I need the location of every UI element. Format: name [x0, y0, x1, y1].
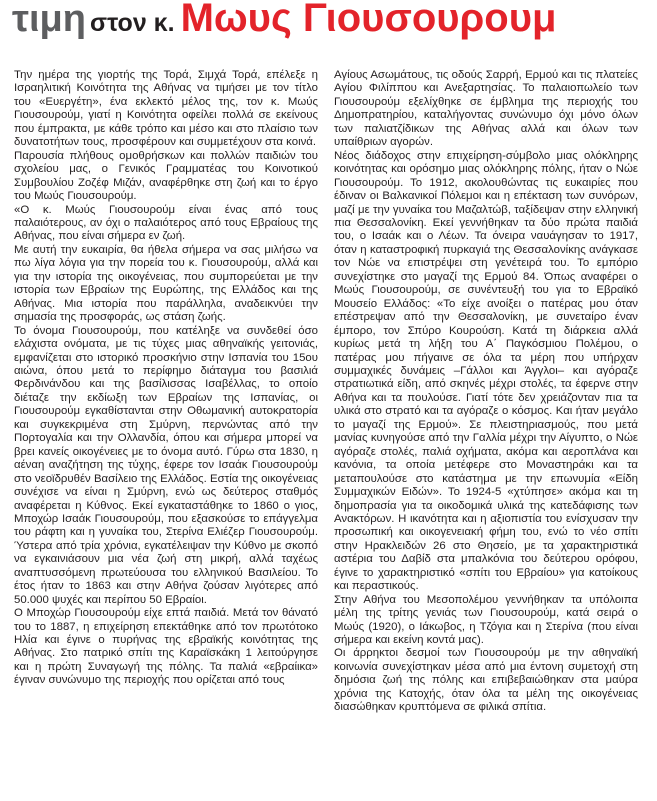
paragraph: Στην Αθήνα του Μεσοπολέμου γεννήθηκαν τα υπόλοιπα μέλη της τρίτης γενιάς των Γιουσουρούμ, κατά σειρά ο Μωύς (1920), ο Ιάκωβος, η Τζόγια και η Στερίνα (που είναι σήμερα και εκείνη κοντά μας). [334, 593, 638, 647]
article-headline [12, 0, 556, 38]
paragraph: Αγίους Ασωμάτους, τις οδούς Σαρρή, Ερμού και τις πλατείες Αγίου Φιλίππου και Ανεξαρτησίας. Το παλαιοπωλείο των Γιουσουρούμ εξελίχθηκε σε έμβλημα της περιοχής του Δημοπρατηρίου, καταλήγοντας συνώνυμο όχι μόνο όλων των παλιατζίδικων της Αθήνας αλλά και όλων των υπαίθριων αγορών. [334, 69, 638, 149]
paragraph: Το όνομα Γιουσουρούμ, που κατέληξε να συνδεθεί όσο ελάχιστα ονόματα, με τις τύχες μιας αθηναϊκής γειτονιάς, εμφανίζεται στο ιστορικό προσκήνιο στην Ισπανία του 15ου αιώνα, όπου μετά το περίφημο διάταγμα του βασιλιά Φερδινάνδου και της βασίλισσας Ισαβέλλας, το οποίο διέταζε την εκδίωξη των Εβραίων της Ισπανίας, οι Γιουσουρούμ εγκαθίστανται στην Οθωμανική αυτοκρατορία και συγκεκριμένα στη Σμύρνη, περνώντας από την Πορτογαλία και την Ολλανδία, όπου και σήμερα μπορεί να βρει κανείς οικογένειες με το όνομα αυτό. Γύρω στα 1830, η αέναη αναζήτηση της τύχης, έφερε τον Ισαάκ Γιουσουρούμ στο νεοϊδρυθέν Βασίλειο της Ελλάδος. Εστία της οικογένειας συνέχισε να είναι η Σμύρνη, ενώ ως δεύτερος σταθμός αναφέρεται η Κύθνος. Εκεί εγκαταστάθηκε το 1860 ο γιος, Μποχώρ Ισαάκ Γιουσουρούμ, που εξασκούσε το επάγγελμα του ράφτη και η γυναίκα του, Στερίνα Ελιέζερ Γιουσουρούμ. Ύστερα από τρία χρόνια, εγκατέλειψαν την Κύθνο με σκοπό να εγκαινιάσουν μια νέα ζωή στη μικρή, αλλά ταχέως αναπτυσσόμενη πρωτεύουσα του ελληνικού Βασιλείου. Το έτος ήταν το 1863 και στην Αθήνα ζούσαν λιγότερες από 50.000 ψυχές και περίπου 50 Εβραίοι. [14, 324, 318, 606]
paragraph: Με αυτή την ευκαιρία, θα ήθελα σήμερα να σας μιλήσω να πω λίγα λόγια για την πορεία του κ. Γιουσουρούμ, αλλά και για την ιστορία της οικογένειας, που συμπορεύεται με την ιστορία των Εβραίων της Ευρώπης, της Ελλάδος και της Αθήνας. Μια ιστορία που παράλληλα, αναδεικνύει την σημασία της προσφοράς, ως στάση ζωής. [14, 243, 318, 324]
paragraph: Την ημέρα της γιορτής της Τορά, Σιμχά Τορά, επέλεξε η Ισραηλιτική Κοινότητα της Αθήνας να τιμήσει με τον τίτλο του «Ευεργέτη», ένα εκλεκτό μέλος της, τον κ. Μωύς Γιουσουρούμ, γιατί η Κοινότητα οφείλει πολλά σε εκείνους που έμπρακτα, με κάθε τρόπο και μέσο και στο πλαίσιο των δυνατοτήτων τους, προσφέρουν και συμμετέχουν στα κοινά. [14, 69, 318, 149]
paragraph: Νέος διάδοχος στην επιχείρηση-σύμβολο μιας ολόκληρης κοινότητας και ορόσημο μιας ολόκληρης πόλης, ήταν ο Νώε Γιουσουρούμ. Το 1912, ακολουθώντας τις ευκαιρίες που έδιναν οι Βαλκανικοί Πόλεμοι και η επέκταση των συνόρων, μαζί με την γυναίκα του Μαζαλτώβ, ταξίδεψαν στην ελληνική πια Θεσσαλονίκη. Εκεί γεννήθηκαν τα δύο πρώτα παιδιά του, ο Ισαάκ και ο Λέων. Τα όνειρα ναυάγησαν το 1917, όταν η καταστροφική πυρκαγιά της Θεσσαλονίκης ανάγκασε τον Νώε να επιστρέψει στη γενέτειρά του. Το εμπόριο συνεχίστηκε στο μαγαζί της Ερμού 84. Όπως αναφέρει ο Μωύς Γιουσουρούμ, σε συνέντευξή του για το Εβραϊκό Μουσείο Ελλάδος: «Το είχε ανοίξει ο πατέρας μου όταν επέστρεψαν από την Θεσσαλονίκη, με συνεταίρο έναν έμπορο, τον Σπύρο Κουρούση. Κατά τη διάρκεια αλλά κυρίως μετά τη λήξη του Α΄ Παγκόσμιου Πολέμου, ο πατέρας μου πήγαινε σε όλα τα μέρη που υπήρχαν συμμαχικές δυνάμεις –Γάλλοι και Άγγλοι– και αγόραζε στρατιωτικά είδη, από σκηνές μέχρι στολές, τα έφερνε στην Αθήνα και τα πουλούσε. Γιατί τότε δεν χρειάζονταν πια τα υλικά στο στρατό και τα αγόραζε ο κόσμος. Και ήταν μεγάλο το μαγαζί της Ερμού». Σε πλειστηριασμούς, που μετά μανίας κυνηγούσε από την Γαλλία μέχρι την Αίγυπτο, ο Νώε αγόραζε στολές, παλιά οχήματα, ακόμα και αεροπλάνα και κανόνια, τα οποία μετέφερε στο Μοναστηράκι και τα μεταπουλούσε στο κατάστημα με την επωνυμία «Είδη Συμμαχικών Ειδών». Το 1924-5 «χτύπησε» ακόμα και τη δημοπρασία για τα οικοδομικά υλικά της κατεδάφισης των Ανακτόρων. Η ικανότητα και η αξιοπιστία του ενίσχυσαν την προσωπική και οικογενειακή φήμη του, ενώ το νέο σπίτι στην Ηρακλειδών 26 στο Θησείο, με τα χαρακτηριστικά αστέρια του Δαβίδ στα μπαλκόνια του δεύτερου ορόφου, έγινε το χαρακτηριστικό «σπίτι του Εβραίου» για κατοίκους και περαστικούς. [334, 149, 638, 593]
headline-part-name: Μωυς Γιουσουρουμ [180, 0, 557, 40]
paragraph: «Ο κ. Μωύς Γιουσουρούμ είναι ένας από τους παλαιότερους, αν όχι ο παλαιότερος από τους Εβραίους της Αθήνας, που είναι σήμερα εν ζωή. [14, 203, 318, 243]
paragraph: Παρουσία πλήθους ομοθρήσκων και πολλών παιδιών του σχολείου μας, ο Γενικός Γραμματέας του Κοινοτικού Συμβουλίου Ζοζέφ Μιζάν, αναφέρθηκε στη ζωή και το έργο του Μωύς Γιουσουρούμ. [14, 149, 318, 203]
article-column-left [14, 69, 318, 688]
headline-part-honor: τιμη [12, 0, 86, 40]
paragraph: Οι άρρηκτοι δεσμοί των Γιουσουρούμ με την αθηναϊκή κοινωνία συνεχίστηκαν μέσα από μια έντονη συμετοχή στη δημόσια ζωή της πόλης και επιβεβαιώθηκαν στα μαύρα χρόνια της Κατοχής, όταν όλα τα μέλη της οικογένειας διασώθηκαν κρυπτόμενα σε φιλικά σπίτια. [334, 647, 638, 714]
paragraph: Ο Μποχώρ Γιουσουρούμ είχε επτά παιδιά. Μετά τον θάνατό του το 1887, η επιχείρηση επεκτάθηκε από τον πρωτότοκο Ηλία και έγινε ο πυρήνας της εβραϊκής κοινότητας της Αθήνας. Στο πατρικό σπίτι της Καραϊσκάκη 1 λειτούργησε και η πρώτη Συναγωγή της πόλης. Τα παλιά «εβραίικα» έγιναν συνώνυμο της περιοχής που ορίζεται από τους [14, 607, 318, 687]
headline-part-to-mr: στον κ. [89, 9, 175, 37]
article-column-right [334, 69, 638, 715]
